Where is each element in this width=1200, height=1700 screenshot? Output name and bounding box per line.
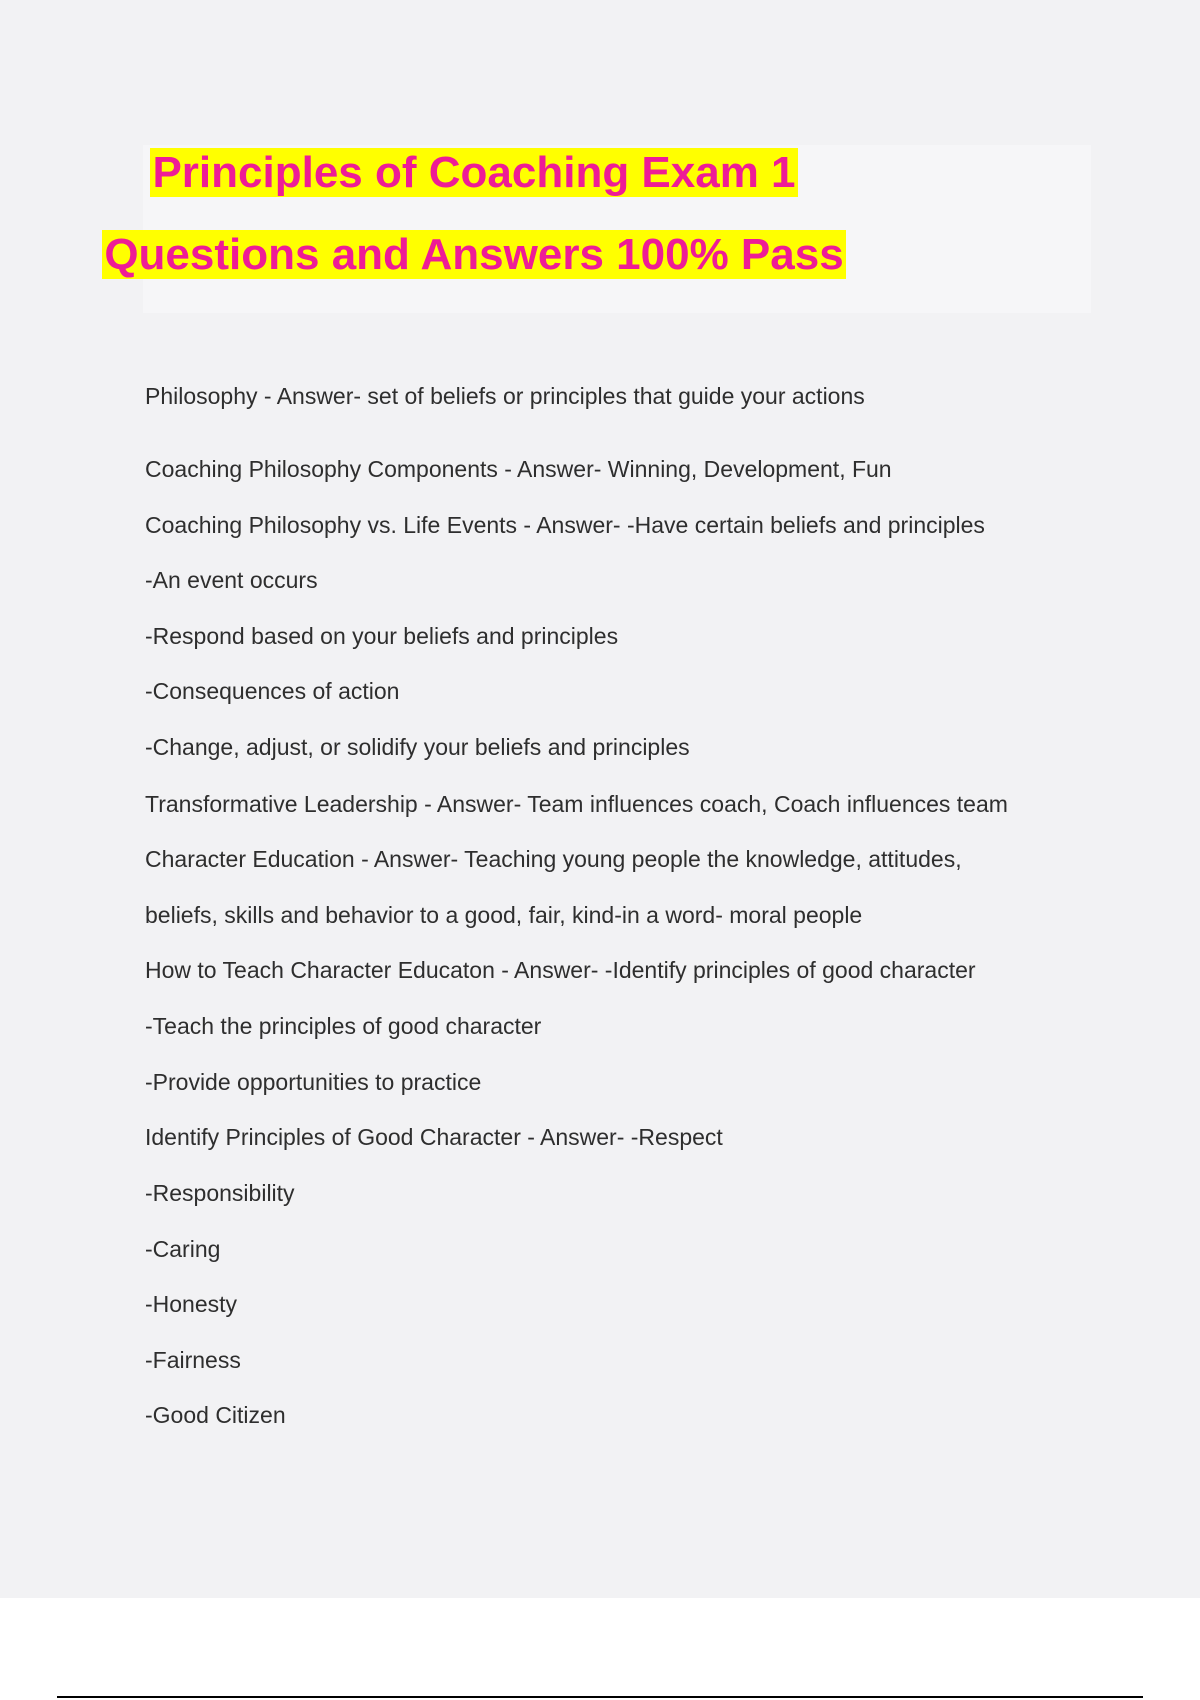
text-line: -Honesty	[145, 1291, 238, 1317]
page-divider	[57, 1696, 1143, 1698]
text-line: Coaching Philosophy vs. Life Events - Answer- -Have certain beliefs and principles	[145, 512, 985, 538]
text-line: Character Education - Answer- Teaching young people the knowledge, attitudes,	[145, 846, 962, 872]
text-line: -Fairness	[145, 1347, 241, 1373]
text-line: Philosophy - Answer- set of beliefs or principles that guide your actions	[145, 383, 865, 409]
text-line: -Change, adjust, or solidify your beliefs and principles	[145, 734, 690, 760]
text-line: -Caring	[145, 1236, 221, 1262]
text-line: -Respond based on your beliefs and principles	[145, 623, 619, 649]
text-line: -Consequences of action	[145, 678, 400, 704]
text-line: Identify Principles of Good Character - Answer- -Respect	[145, 1124, 723, 1150]
text-line: Coaching Philosophy Components - Answer- Winning, Development, Fun	[145, 456, 892, 482]
text-line: -Good Citizen	[145, 1402, 286, 1428]
title-highlight-1: Principles of Coaching Exam 1	[152, 148, 796, 197]
text-line: How to Teach Character Educaton - Answer- -Identify principles of good character	[145, 957, 976, 983]
document-title-line-2	[0, 227, 948, 283]
text-line: -An event occurs	[145, 567, 318, 593]
text-line: -Responsibility	[145, 1180, 295, 1206]
text-line: Transformative Leadership - Answer- Team influences coach, Coach influences team	[145, 791, 1008, 817]
text-line: -Teach the principles of good character	[145, 1013, 542, 1039]
text-line: -Provide opportunities to practice	[145, 1069, 482, 1095]
title-highlight-2: Questions and Answers 100% Pass	[104, 230, 844, 279]
document-title-line-1	[0, 145, 948, 201]
text-line: beliefs, skills and behavior to a good, fair, kind-in a word- moral people	[145, 902, 863, 928]
